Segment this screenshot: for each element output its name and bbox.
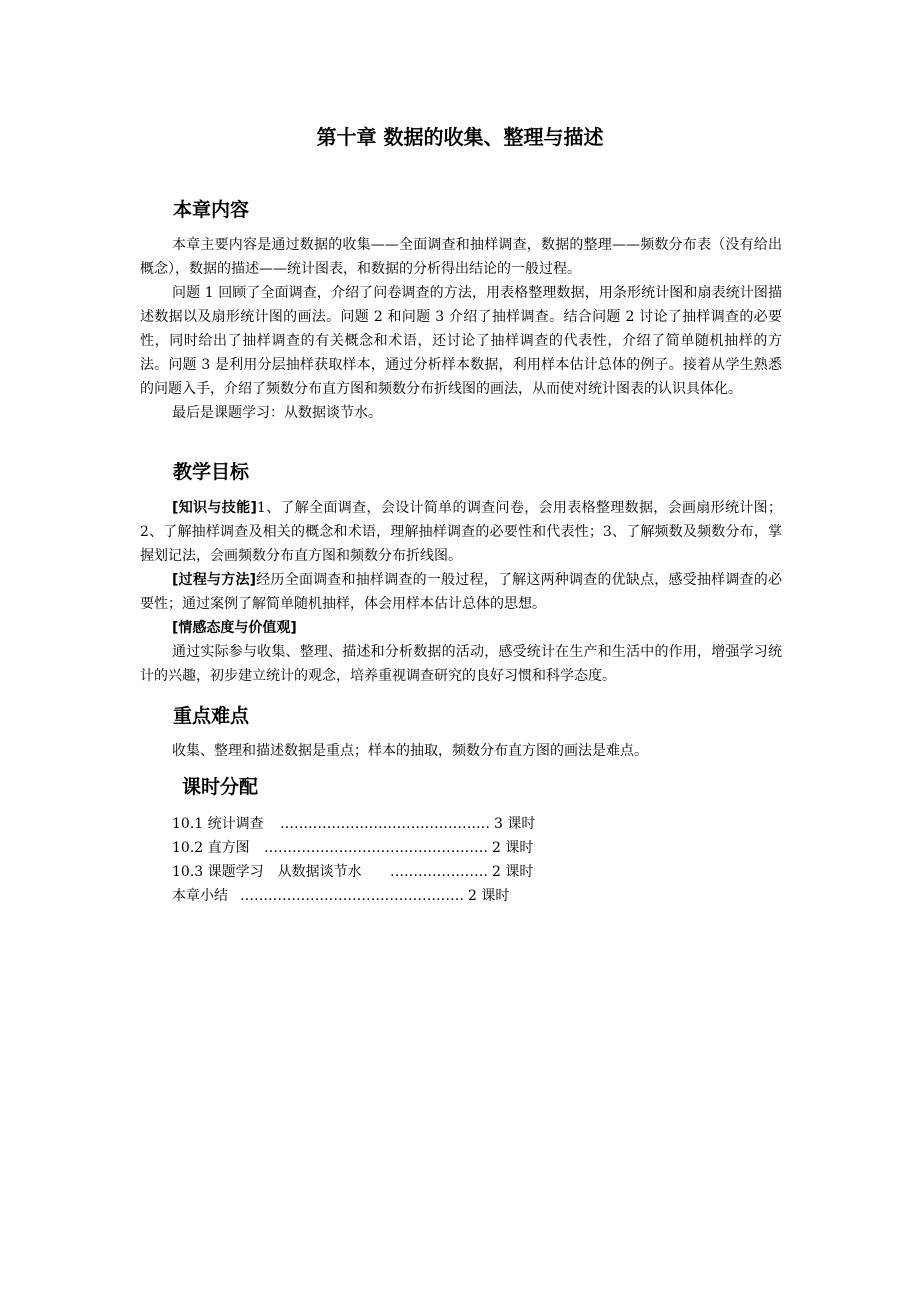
schedule-leader: …………………………………………: [240, 888, 464, 904]
process-text: 经历全面调查和抽样调查的一般过程，了解这两种调查的优缺点，感受抽样调查的必要性；通过案例了解简单随机抽样，体会用样本估计总体的思想。: [140, 572, 783, 612]
knowledge-text: 1、了解全面调查，会设计简单的调查问卷，会用表格整理数据，会画扇形统计图；2、了解抽样调查及相关的概念和术语，理解抽样调查的必要性和代表性；3、了解频数及频数分布，掌握划记法，会画频数分布直方图和频数分布折线图。: [140, 500, 783, 564]
schedule-item-name: 10.3 课题学习 从数据谈节水: [172, 864, 362, 880]
goals-body: [140, 496, 782, 688]
content-body: [140, 233, 782, 425]
process-tag: [过程与方法]: [172, 572, 257, 588]
section-heading-goals: 教学目标: [173, 461, 250, 483]
schedule-leader: …………………………………………: [264, 840, 488, 856]
section-heading-key-points: 重点难点: [173, 705, 250, 727]
emotion-tag: [情感态度与价值观]: [172, 620, 297, 636]
schedule-item-name: 本章小结: [172, 888, 228, 904]
schedule-row: [172, 884, 535, 908]
schedule-hours: 2 课时: [492, 840, 534, 856]
schedule-item-name: 10.1 统计调查: [172, 816, 264, 832]
section-heading-content: 本章内容: [173, 199, 250, 221]
schedule-row: [172, 812, 535, 836]
emotion-goal: 通过实际参与收集、整理、描述和分析数据的活动，感受统计在生产和生活中的作用，增强学习统计的兴趣，初步建立统计的观念，培养重视调查研究的良好习惯和科学态度。: [140, 644, 782, 684]
knowledge-goal: [140, 496, 782, 568]
knowledge-tag: [知识与技能]: [172, 500, 257, 516]
schedule-list: [172, 812, 535, 908]
content-paragraph: 问题 1 回顾了全面调查，介绍了问卷调查的方法，用表格整理数据，用条形统计图和扇表统计图描述数据以及扇形统计图的画法。问题 2 和问题 3 介绍了抽样调查。结合问题 2 讨论了抽样调查的必要性，同时给出了抽样调查的有关概念和术语，还讨论了抽样调查的代表性，介绍了简单随机抽样的方法。问题 3 是利用分层抽样获取样本，通过分析样本数据，利用样本估计总体的例子。接着从学生熟悉的问题入手，介绍了频数分布直方图和频数分布折线图的画法，从而使对统计图表的认识具体化。: [140, 285, 782, 397]
chapter-title: 第十章 数据的收集、整理与描述: [316, 125, 604, 149]
schedule-hours: 2 课时: [492, 864, 534, 880]
process-goal: [140, 568, 782, 616]
schedule-item-name: 10.2 直方图: [172, 840, 250, 856]
schedule-hours: 3 课时: [494, 816, 536, 832]
section-heading-schedule: 课时分配: [182, 776, 259, 798]
schedule-leader: ………………………………………: [280, 816, 490, 832]
schedule-row: [172, 836, 535, 860]
schedule-hours: 2 课时: [468, 888, 510, 904]
content-paragraph: 本章主要内容是通过数据的收集——全面调查和抽样调查，数据的整理——频数分布表（没有给出概念），数据的描述——统计图表，和数据的分析得出结论的一般过程。: [140, 237, 782, 277]
schedule-leader: …………………: [390, 864, 488, 880]
key-points-text: 收集、整理和描述数据是重点；样本的抽取，频数分布直方图的画法是难点。: [172, 743, 648, 759]
emotion-goal-tag-line: [140, 616, 782, 640]
content-paragraph: 最后是课题学习：从数据谈节水。: [172, 405, 382, 421]
schedule-row: [172, 860, 535, 884]
key-points-body: [140, 739, 782, 763]
